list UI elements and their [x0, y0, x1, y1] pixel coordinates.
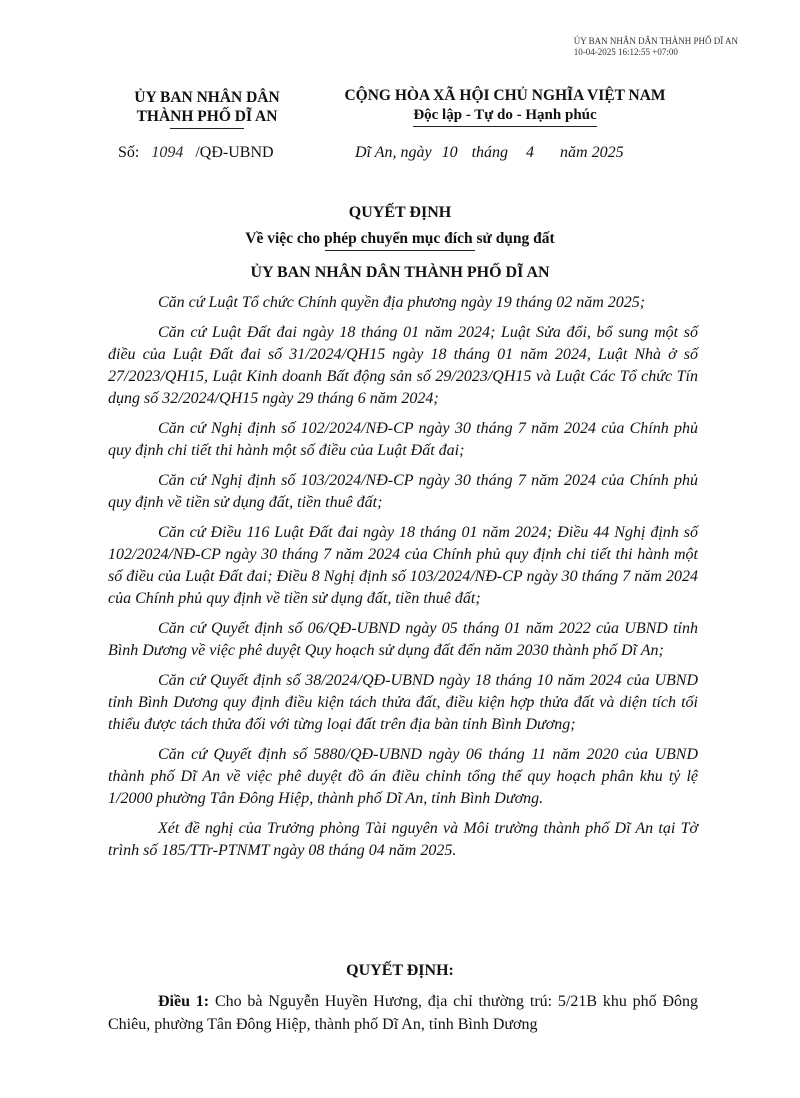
article-1-label: Điều 1:: [158, 993, 210, 1010]
ref-number: 1094: [151, 144, 184, 161]
national-header: [312, 86, 698, 127]
article-1: [108, 990, 698, 1036]
digital-signature-stamp: [574, 36, 738, 58]
basis-paragraph: Căn cứ Nghị định số 102/2024/NĐ-CP ngày 30 tháng 7 năm 2024 của Chính phủ quy định chi tiết thi hành một số điều của Luật Đất đai;: [108, 420, 698, 459]
basis-paragraph: Căn cứ Luật Đất đai ngày 18 tháng 01 năm 2024; Luật Sửa đổi, bổ sung một số điều của Luật Đất đai số 31/2024/QH15 ngày 18 tháng 01 năm 2024, Luật Nhà ở số 27/2023/QH15, Luật Kinh doanh Bất động sản số 29/2023/QH15 và Luật Các Tổ chức Tín dụng số 32/2024/QH15 ngày 29 tháng 6 năm 2024;: [108, 324, 698, 407]
authority-underline: [170, 128, 244, 129]
ref-suffix: /QĐ-UBND: [195, 144, 274, 161]
basis-paragraph: Căn cứ Quyết định số 06/QĐ-UBND ngày 05 tháng 01 năm 2022 của UBND tỉnh Bình Dương về việc phê duyệt Quy hoạch sử dụng đất đến năm 2030 thành phố Dĩ An;: [108, 620, 698, 659]
date-day: 10: [441, 144, 458, 161]
basis-paragraph: Căn cứ Quyết định số 5880/QĐ-UBND ngày 06 tháng 11 năm 2020 của UBND thành phố Dĩ An về việc phê duyệt đồ án điều chỉnh tổng thể quy hoạch phân khu tỷ lệ 1/2000 phường Tân Đông Hiệp, thành phố Dĩ An, tỉnh Bình Dương.: [108, 746, 698, 807]
authority-line-1: ỦY BAN NHÂN DÂN: [134, 89, 280, 106]
legal-bases: [108, 292, 698, 870]
national-motto: Độc lập - Tự do - Hạnh phúc: [413, 106, 596, 127]
basis-paragraph: Căn cứ Điều 116 Luật Đất đai ngày 18 tháng 01 năm 2024; Điều 44 Nghị định số 102/2024/NĐ-CP ngày 30 tháng 7 năm 2024 của Chính phủ quy định chi tiết thi hành một số điều của Luật Đất đai; Điều 8 Nghị định số 103/2024/NĐ-CP ngày 30 tháng 7 năm 2024 của Chính phủ quy định về tiền sử dụng đất, tiền thuê đất;: [108, 524, 698, 607]
issuing-authority: [112, 88, 302, 129]
document-title: QUYẾT ĐỊNH: [348, 204, 452, 221]
national-name: CỘNG HÒA XÃ HỘI CHỦ NGHĨA VIỆT NAM: [344, 87, 666, 104]
subtitle-text: Về việc cho phép chuyển mục đích sử dụng đất: [245, 230, 555, 247]
document-subtitle: [0, 230, 800, 251]
basis-paragraph: Căn cứ Luật Tổ chức Chính quyền địa phương ngày 19 tháng 02 năm 2025;: [158, 294, 646, 311]
ref-prefix: Số:: [118, 144, 140, 161]
basis-paragraph: Căn cứ Nghị định số 103/2024/NĐ-CP ngày 30 tháng 7 năm 2024 của Chính phủ quy định về tiền sử dụng đất, tiền thuê đất;: [108, 472, 698, 511]
document-number: [118, 144, 274, 162]
subtitle-underline: [325, 250, 475, 251]
stamp-datetime: 10-04-2025 16:12:55 +07:00: [573, 47, 678, 57]
authority-heading: ỦY BAN NHÂN DÂN THÀNH PHỐ DĨ AN: [250, 264, 550, 281]
stamp-org: ỦY BAN NHÂN DÂN THÀNH PHỐ DĨ AN: [573, 36, 738, 46]
date-place: Dĩ An, ngày: [355, 144, 432, 161]
decision-heading: QUYẾT ĐỊNH:: [346, 962, 454, 979]
date-month-label: tháng: [471, 144, 509, 161]
issue-date: [355, 144, 624, 162]
date-month: 4: [526, 144, 535, 161]
basis-paragraph: Căn cứ Quyết định số 38/2024/QĐ-UBND ngày 18 tháng 10 năm 2024 của UBND tỉnh Bình Dương quy định điều kiện tách thửa đất, điều kiện hợp thửa đất và diện tích tối thiểu được tách thửa đối với từng loại đất trên địa bàn tỉnh Bình Dương;: [108, 672, 698, 733]
authority-line-2: THÀNH PHỐ DĨ AN: [136, 108, 278, 125]
article-1-text: Cho bà Nguyễn Huyền Hương, địa chỉ thường trú: 5/21B khu phố Đông Chiêu, phường Tân Đông Hiệp, thành phố Dĩ An, tỉnh Bình Dương: [108, 993, 698, 1033]
basis-paragraph: Xét đề nghị của Trưởng phòng Tài nguyên và Môi trường thành phố Dĩ An tại Tờ trình số 185/TTr-PTNMT ngày 08 tháng 04 năm 2025.: [108, 820, 698, 859]
date-year: năm 2025: [560, 144, 624, 161]
